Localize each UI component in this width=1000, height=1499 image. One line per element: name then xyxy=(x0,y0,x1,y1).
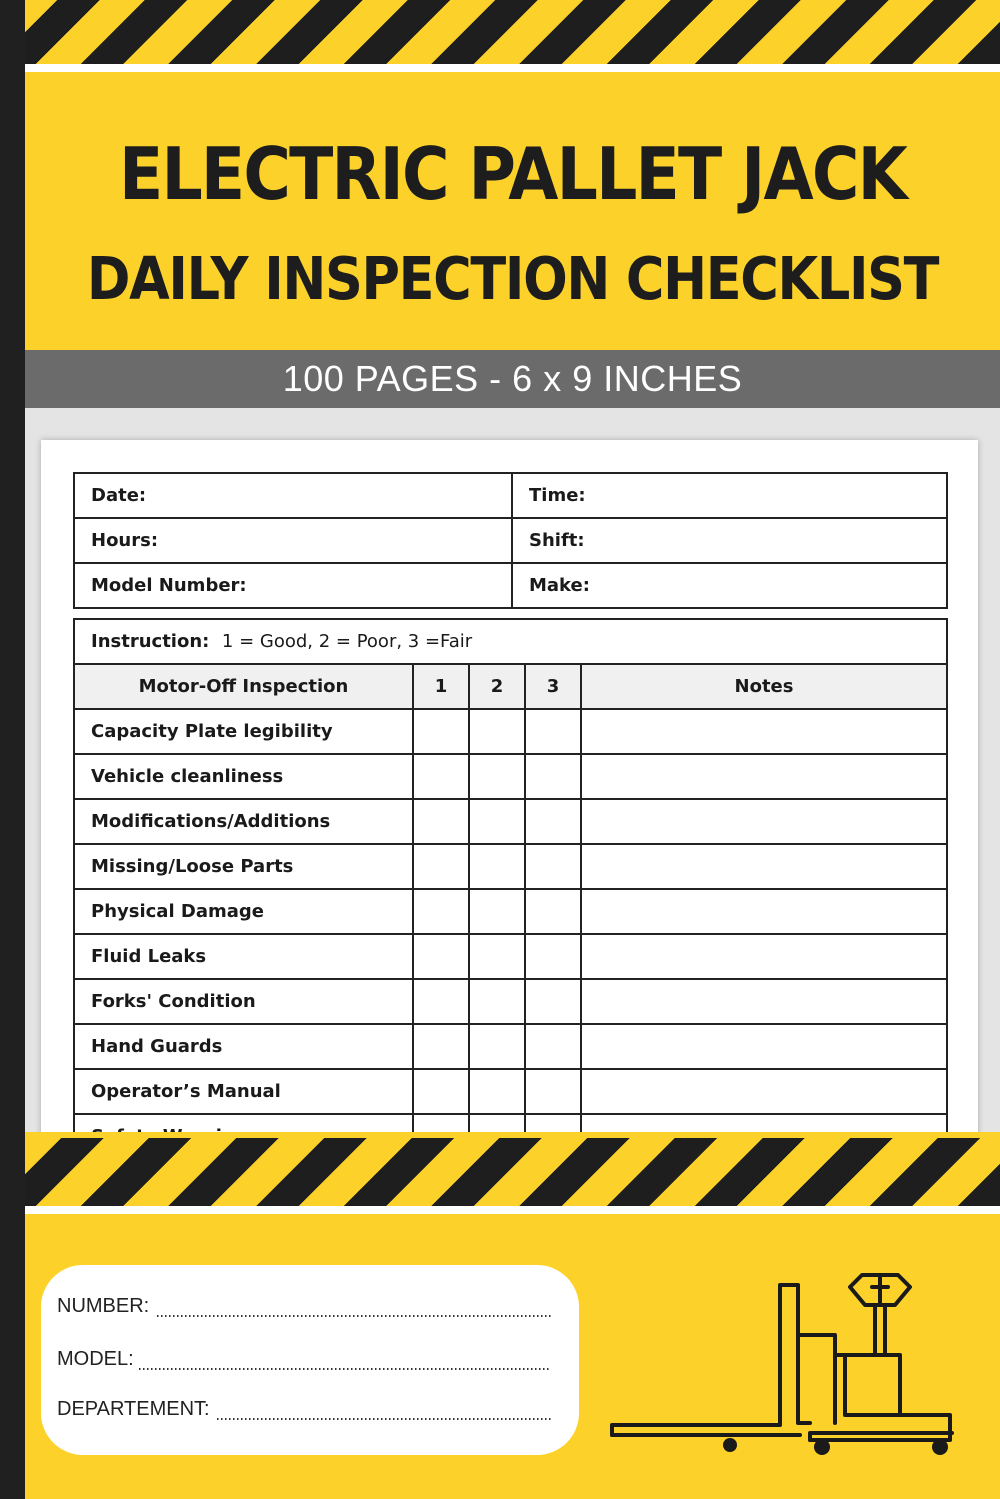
item-label: Missing/Loose Parts xyxy=(74,844,413,889)
make-field: Make: xyxy=(512,563,947,608)
item-label: Hand Guards xyxy=(74,1024,413,1069)
number-line xyxy=(57,1295,551,1323)
table-row xyxy=(74,844,947,889)
item-label: Vehicle cleanliness xyxy=(74,754,413,799)
info-table xyxy=(73,472,948,609)
pallet-jack-icon xyxy=(600,1265,970,1465)
time-field: Time: xyxy=(512,473,947,518)
header-notes: Notes xyxy=(581,664,947,709)
table-header-row xyxy=(74,664,947,709)
hours-field: Hours: xyxy=(74,518,512,563)
item-label: Fluid Leaks xyxy=(74,934,413,979)
item-label: Operator’s Manual xyxy=(74,1069,413,1114)
table-row xyxy=(74,799,947,844)
info-row xyxy=(74,473,947,518)
hazard-stripe-top xyxy=(25,0,1000,64)
header-item: Motor-Off Inspection xyxy=(74,664,413,709)
cover-title-line1: ELECTRIC PALLET JACK xyxy=(118,132,907,216)
owner-info-box xyxy=(41,1265,579,1455)
title-area xyxy=(25,72,1000,350)
item-label: Physical Damage xyxy=(74,889,413,934)
model-line xyxy=(57,1348,551,1376)
table-row xyxy=(74,1069,947,1114)
number-dotted-line xyxy=(157,1315,551,1317)
header-2: 2 xyxy=(469,664,525,709)
department-dotted-line xyxy=(217,1418,551,1420)
table-row xyxy=(74,934,947,979)
book-spine xyxy=(0,0,25,1499)
number-label: NUMBER: xyxy=(57,1295,153,1317)
instruction-label: Instruction: xyxy=(91,631,210,652)
model-label: MODEL: xyxy=(57,1348,138,1370)
hazard-stripe-bottom xyxy=(25,1138,1000,1206)
info-row xyxy=(74,563,947,608)
instruction-text: 1 = Good, 2 = Poor, 3 =Fair xyxy=(221,631,473,652)
subtitle-band xyxy=(25,350,1000,408)
table-row xyxy=(74,979,947,1024)
item-label: Forks' Condition xyxy=(74,979,413,1024)
checklist-preview-sheet xyxy=(41,440,978,1138)
table-row xyxy=(74,889,947,934)
cover-subtitle: 100 PAGES - 6 x 9 INCHES xyxy=(282,358,743,399)
shift-field: Shift: xyxy=(512,518,947,563)
model-dotted-line xyxy=(139,1368,551,1370)
header-1: 1 xyxy=(413,664,469,709)
model-number-field: Model Number: xyxy=(74,563,512,608)
item-label: Modifications/Additions xyxy=(74,799,413,844)
instruction-cell xyxy=(74,619,947,664)
table-row xyxy=(74,1024,947,1069)
date-field: Date: xyxy=(74,473,512,518)
table-row xyxy=(74,709,947,754)
item-label: Capacity Plate legibility xyxy=(74,709,413,754)
inspection-table xyxy=(73,618,948,1138)
department-line xyxy=(57,1398,551,1426)
table-row xyxy=(74,754,947,799)
cover-title-line2: DAILY INSPECTION CHECKLIST xyxy=(86,244,939,313)
instruction-row xyxy=(74,619,947,664)
department-label: DEPARTEMENT: xyxy=(57,1398,214,1420)
info-row xyxy=(74,518,947,563)
header-3: 3 xyxy=(525,664,581,709)
